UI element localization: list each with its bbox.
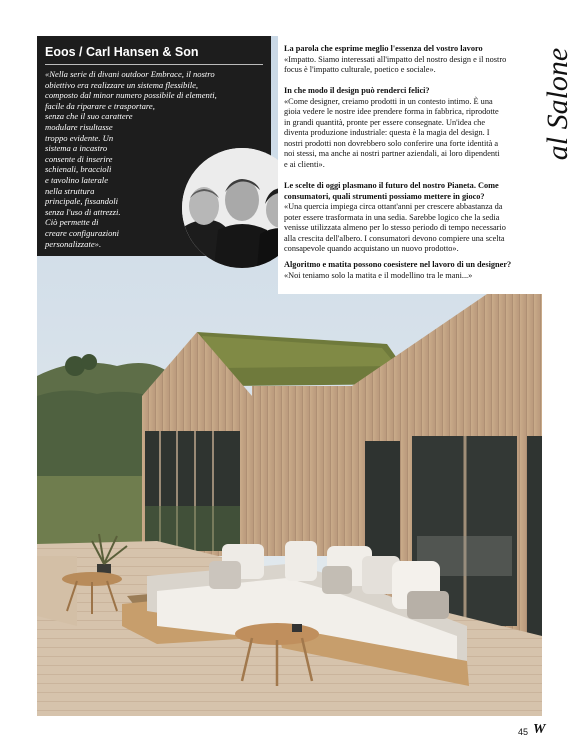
- answer-line: nostri prodotti non dovrebbero solo conferire una forte identità a: [284, 138, 499, 148]
- quote-line: sistema a incastro: [45, 143, 108, 154]
- quote-line: composto dal minor numero possibile di elementi,: [45, 90, 217, 101]
- qa-block: [284, 260, 546, 281]
- quote-line: consente di inserire: [45, 153, 113, 164]
- quote-line: senza che il suo carattere: [45, 111, 133, 122]
- quote-line: personalizzate».: [45, 238, 102, 249]
- quote-line: schienali, braccioli: [45, 164, 112, 175]
- answer-line: alla crescita dell'albero. I consumatori devono compiere una scelta: [284, 233, 505, 243]
- magazine-logo: W: [533, 722, 545, 737]
- page-number: 45: [518, 727, 529, 737]
- quote-line: e tavolino laterale: [45, 174, 109, 185]
- answer-line: diventa produzione industriale: questa è la magia del design. I: [284, 128, 490, 137]
- quote-line: obiettivo era realizzare un sistema flessibile,: [45, 79, 199, 90]
- answer-line: focus è l'impatto culturale, poetico e sociale».: [284, 65, 436, 74]
- question: In che modo il design può renderci felici?: [284, 86, 430, 95]
- answer-line: venisse utilizzata almeno per lo stesso periodo di tempo necessario: [284, 223, 506, 232]
- answer-line: noi stessi, ma anche ai nostri partner aziendali, ai loro dipendenti: [284, 149, 500, 158]
- answer-line: «Come designer, creiamo prodotti in un contesto intimo. È una: [284, 96, 493, 106]
- section-label-text: al Salone: [541, 47, 574, 161]
- quote-line: nella struttura: [45, 185, 95, 196]
- question: Algoritmo e matita possono coesistere nel lavoro di un designer?: [284, 260, 512, 269]
- quote-line: «Nella serie di divani outdoor Embrace, il nostro: [45, 69, 215, 79]
- quote-line: Ciò permette di: [45, 217, 99, 228]
- quote-line: senza l'uso di attrezzi.: [45, 206, 121, 217]
- answer-line: «Noi teniamo solo la matita e il modellino tra le mani...»: [284, 270, 473, 280]
- answer-line: e ai clienti».: [284, 159, 325, 169]
- section-label: [540, 44, 576, 164]
- quote-line: principale, fissandoli: [45, 196, 119, 207]
- qa-block: [284, 86, 546, 170]
- qa-block: [284, 181, 546, 255]
- answer-line: poter essere trasformata in una sedia. Sarebbe logico che la sedia: [284, 212, 500, 222]
- quote-line: facile da riparare e trasportare,: [45, 100, 155, 111]
- designer-intro-box: [37, 36, 271, 256]
- answer-line: gioia vedere le nostre idee prendere forma in fabbrica, riprodotte: [284, 107, 499, 116]
- quote-line: modulare risultasse: [45, 121, 113, 132]
- answer-line: in grandi quantità, pronte per essere consegnate. Un'idea che: [284, 117, 486, 127]
- quote-line: troppo evidente. Un: [45, 132, 114, 143]
- quote-line: creare configurazioni: [45, 227, 120, 238]
- answer-line: «Impatto. Siamo interessati all'impatto del nostro design e il nostro: [284, 54, 507, 64]
- answer-line: consapevole quando acquistano un nuovo prodotto».: [284, 244, 459, 253]
- interview-column: [278, 36, 542, 294]
- answer-line: «Una quercia impiega circa ottant'anni per crescere abbastanza da: [284, 202, 503, 211]
- qa-block: [284, 44, 546, 76]
- question: consumatori, quali strumenti possiamo mettere in gioco?: [284, 191, 485, 201]
- question: Le scelte di oggi plasmano il futuro del nostro Pianeta. Come: [284, 181, 499, 190]
- designer-name: Eoos / Carl Hansen & Son: [45, 45, 199, 59]
- title-divider: [45, 64, 263, 65]
- question: La parola che esprime meglio l'essenza del vostro lavoro: [284, 44, 483, 53]
